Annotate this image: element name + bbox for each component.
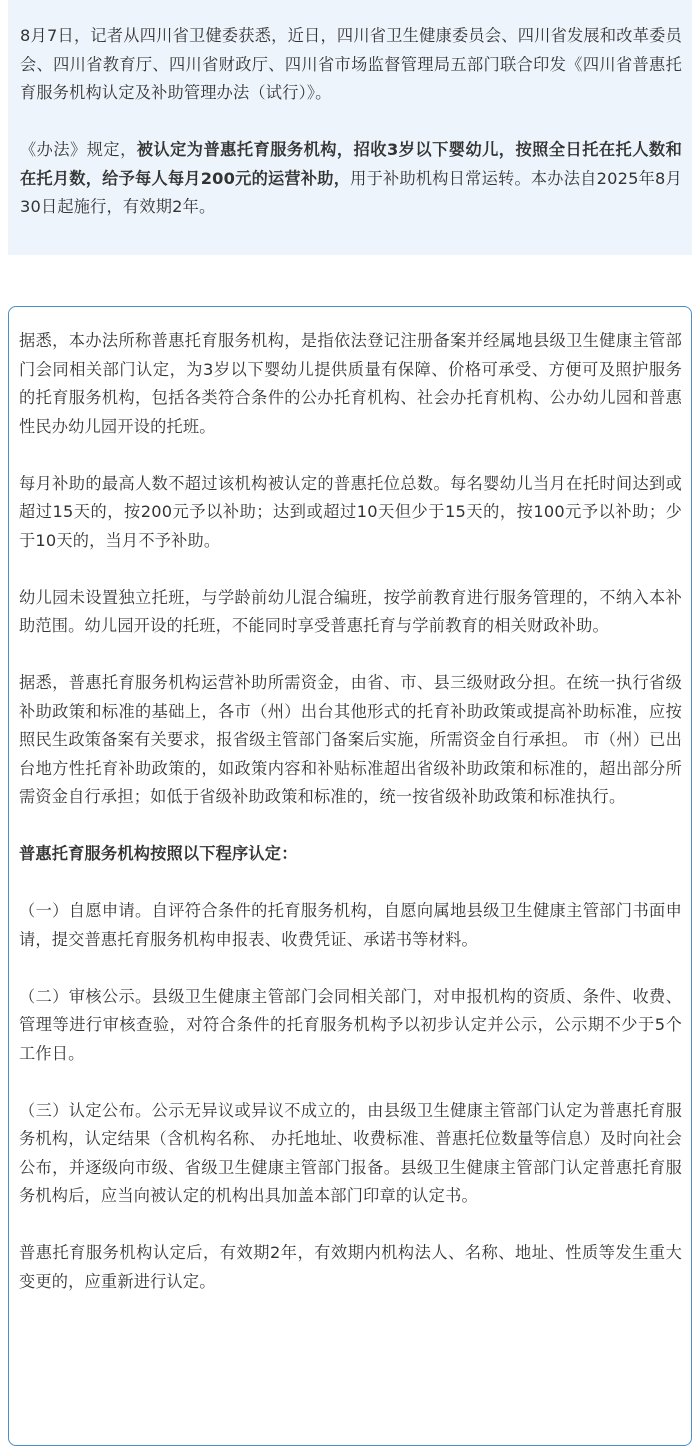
closing-paragraph: 普惠托育服务机构认定后，有效期2年，有效期内机构法人、名称、地址、性质等发生重大变更的，应重新进行认定。 [19, 1243, 682, 1291]
intro-paragraph-2-highlight: 被认定为普惠托育服务机构，招收3岁以下婴幼儿，按照全日托在托人数和在托月数，给予每人每月200元的运营补助， [20, 140, 682, 188]
body-paragraph-funding: 据悉，普惠托育服务机构运营补助所需资金，由省、市、县三级财政分担。在统一执行省级补助政策和标准的基础上，各市（州）出台其他形式的托育补助政策或提高补助标准，应按照民生政策备案有关要求，报省级主管部门备案后实施，所需资金自行承担。 市（州）已出台地方性托育补助政策的，如政策内容和补贴标准超出省级补助政策和标准的，超出部分所需资金自行承担；如低于省级补助政策和标准的，统一按省级补助政策和标准执行。 [19, 673, 682, 806]
intro-paragraph-2-lead: 《办法》规定， [20, 140, 137, 159]
body-paragraph-kindergarten: 幼儿园未设置独立托班，与学龄前幼儿混合编班，按学前教育进行服务管理的，不纳入本补助范围。幼儿园开设的托班，不能同时享受普惠托育与学前教育的相关财政补助。 [19, 587, 682, 635]
intro-paragraph-2-rest: 用于补助机构日常运转。本办法自2025年8月30日起施行，有效期2年。 [20, 168, 682, 216]
procedure-step-apply: （一）自愿申请。自评符合条件的托育服务机构，自愿向属地县级卫生健康主管部门书面申请，提交普惠托育服务机构申报表、收费凭证、承诺书等材料。 [19, 901, 682, 949]
body-paragraph-subsidy-limits: 每月补助的最高人数不超过该机构被认定的普惠托位总数。每名婴幼儿当月在托时间达到或超过15天的，按200元予以补助；达到或超过10天但少于15天的，按100元予以补助；少于10天的，当月不予补助。 [19, 473, 682, 550]
intro-paragraph-2 [20, 136, 682, 222]
body-paragraph-definition: 据悉，本办法所称普惠托育服务机构，是指依法登记注册备案并经属地县级卫生健康主管部门会同相关部门认定，为3岁以下婴幼儿提供质量有保障、价格可承受、方便可及照护服务的托育服务机构，包括各类符合条件的公办托育机构、社会办托育机构、公办幼儿园和普惠性民办幼儿园开设的托班。 [19, 331, 682, 436]
procedure-heading: 普惠托育服务机构按照以下程序认定： [19, 844, 298, 863]
procedure-step-announce: （三）认定公布。公示无异议或异议不成立的，由县级卫生健康主管部门认定为普惠托育服务机构，认定结果（含机构名称、 办托地址、收费标准、普惠托位数量等信息）及时向社会公布，并逐级向市级、省级卫生健康主管部门报备。县级卫生健康主管部门认定普惠托育服务机构后，应当向被认定的机构出具加盖本部门印章的认定书。 [19, 1100, 682, 1205]
procedure-step-review: （二）审核公示。县级卫生健康主管部门会同相关部门，对申报机构的资质、条件、收费、管理等进行审核查验，对符合条件的托育服务机构予以初步认定并公示，公示期不少于5个工作日。 [19, 986, 682, 1063]
intro-box [8, 0, 692, 255]
main-content-box [8, 306, 692, 1446]
intro-paragraph-1: 8月7日，记者从四川省卫健委获悉，近日，四川省卫生健康委员会、四川省发展和改革委员会、四川省教育厅、四川省财政厅、四川省市场监督管理局五部门联合印发《四川省普惠托育服务机构认定及补助管理办法（试行）》。 [20, 26, 682, 102]
